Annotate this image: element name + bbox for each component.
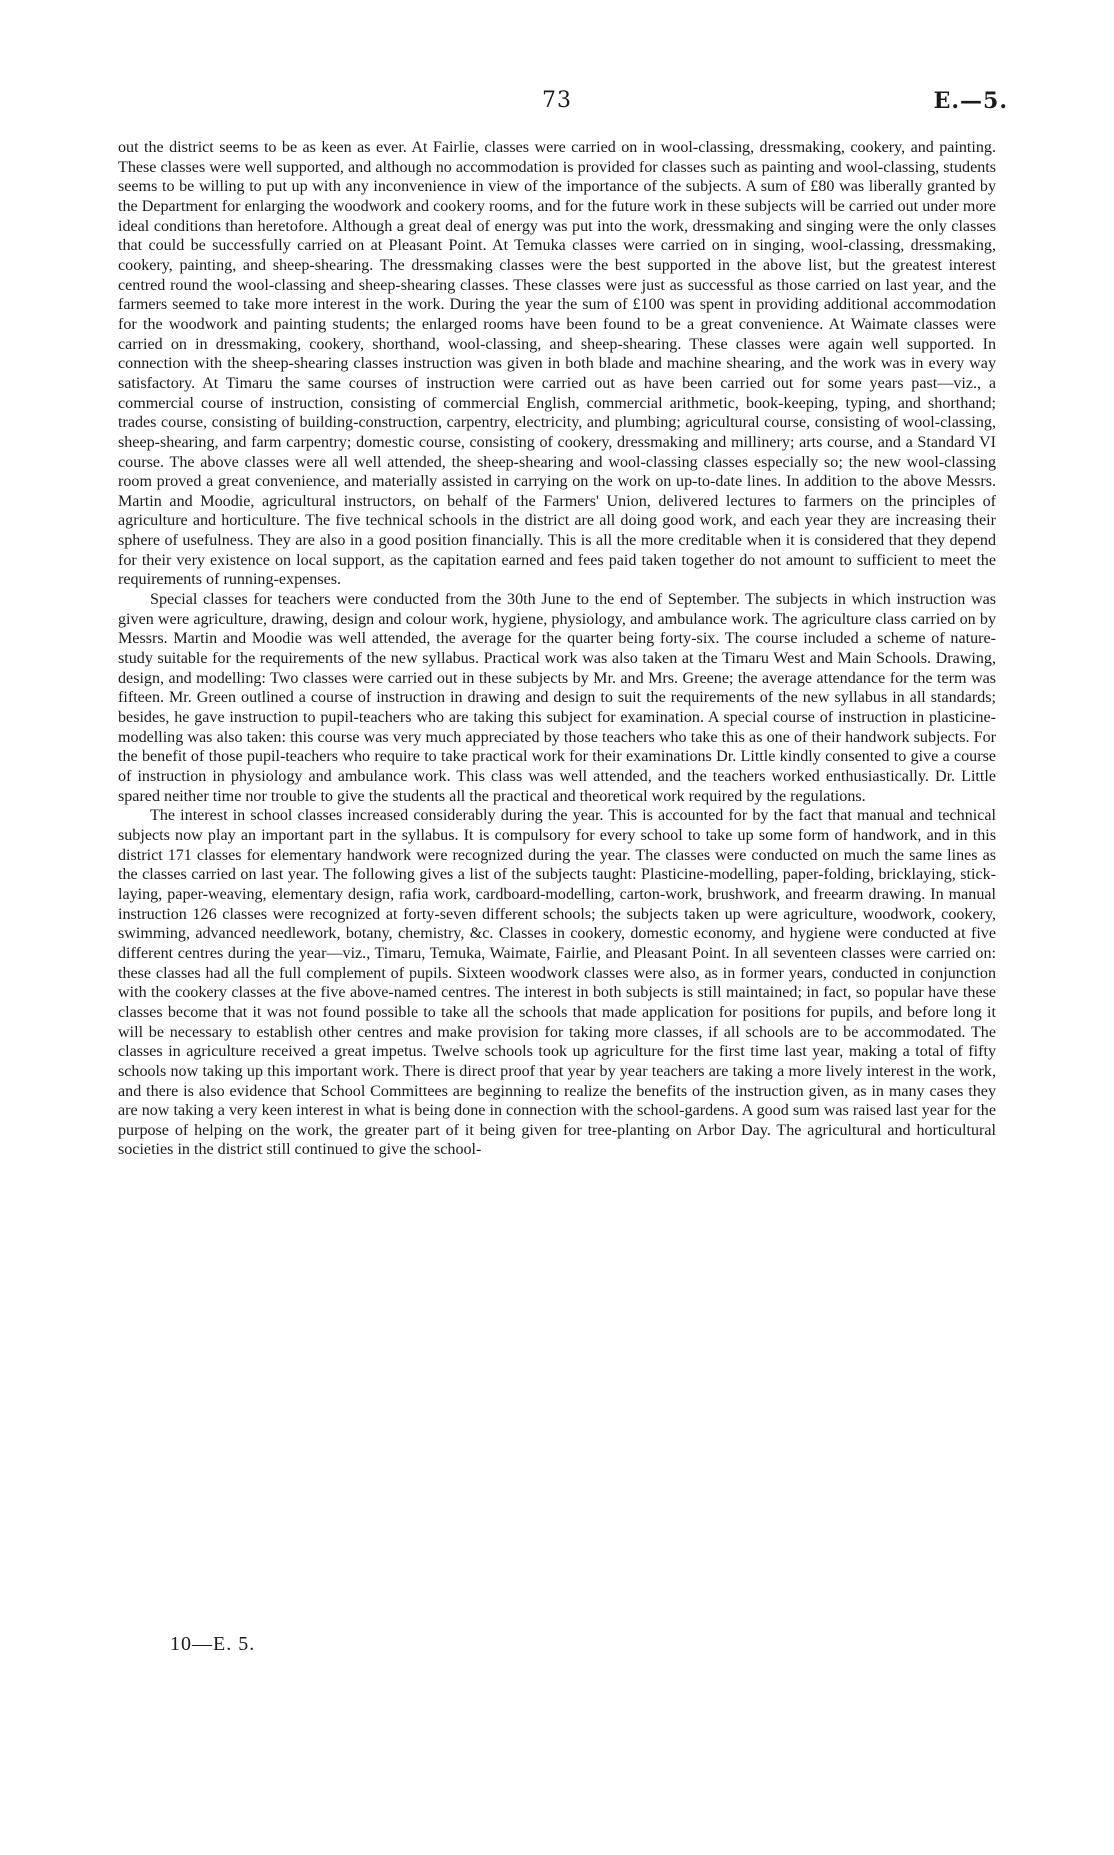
document-code: E.—5.: [933, 88, 1008, 114]
page-number: 73: [542, 88, 572, 113]
paragraph-school-classes: The interest in school classes increased considerably during the year. This is accounted for by the fact that manual and technical subjects now play an important part in the syllabus. It is compulsory for every school to take up some form of handwork, and in this district 171 classes for elementary handwork were recognized during the year. The classes were conducted on much the same lines as the classes carried on last year. The following gives a list of the subjects taught: Plasticine-modelling, paper-folding, bricklaying, stick-laying, paper-weaving, elementary design, rafia work, cardboard-modelling, carton-work, brushwork, and freearm drawing. In manual instruction 126 classes were recognized at forty-seven different schools; the subjects taken up were agriculture, woodwork, cookery, swimming, advanced needlework, botany, chemistry, &c. Classes in cookery, domestic economy, and hygiene were conducted at five different centres during the year—viz., Timaru, Temuka, Waimate, Fairlie, and Pleasant Point. In all seventeen classes were carried on: these classes had all the full complement of pupils. Sixteen woodwork classes were also, as in former years, conducted in conjunction with the cookery classes at the five above-named centres. The interest in both subjects is still maintained; in fact, so popular have these classes become that it was not found possible to take all the schools that made application for positions for pupils, and before long it will be necessary to establish other centres and make provision for taking more classes, if all schools are to be accommodated. The classes in agriculture received a great impetus. Twelve schools took up agriculture for the first time last year, making a total of fifty schools now taking up this important work. There is direct proof that year by year teachers are taking a more lively interest in the work, and there is also evidence that School Committees are beginning to realize the benefits of the instruction given, as in many cases they are now taking a very keen interest in what is being done in connection with the school-gardens. A good sum was raised last year for the purpose of helping on the work, the greater part of it being given for tree-planting on Arbor Day. The agricultural and horticultural societies in the district still continued to give the school-: [118, 807, 996, 1159]
footer-signature-code: 10—E. 5.: [170, 1633, 256, 1655]
body-text: [118, 138, 996, 1160]
paragraph-special-classes: Special classes for teachers were conducted from the 30th June to the end of September. The subjects in which instruction was given were agriculture, drawing, design and colour work, hygiene, physiology, and ambulance work. The agriculture class carried on by Messrs. Martin and Moodie was well attended, the average for the quarter being forty-six. The course included a scheme of nature-study suitable for the requirements of the new syllabus. Practical work was also taken at the Timaru West and Main Schools. Drawing, design, and modelling: Two classes were carried out in these subjects by Mr. and Mrs. Greene; the average attendance for the term was fifteen. Mr. Green outlined a course of instruction in drawing and design to suit the requirements of the new syllabus in all standards; besides, he gave instruction to pupil-teachers who are taking this subject for examination. A special course of instruction in plasticine-modelling was also taken: this course was very much appreciated by those teachers who take this as one of their handwork subjects. For the benefit of those pupil-teachers who require to take practical work for their examinations Dr. Little kindly consented to give a course of instruction in physiology and ambulance work. This class was well attended, and the teachers worked enthusiastically. Dr. Little spared neither time nor trouble to give the students all the practical and theoretical work required by the regulations.: [118, 591, 996, 805]
paragraph-continuation: out the district seems to be as keen as ever. At Fairlie, classes were carried on in wool-classing, dressmaking, cookery, and painting. These classes were well supported, and although no accommodation is provided for classes such as painting and wool-classing, students seems to be willing to put up with any inconvenience in view of the importance of the subjects. A sum of £80 was liberally granted by the Department for enlarging the woodwork and cookery rooms, and for the future work in these subjects will be carried out under more ideal conditions than heretofore. Although a great deal of energy was put into the work, dressmaking and singing were the only classes that could be successfully carried on at Pleasant Point. At Temuka classes were carried on in singing, wool-classing, dressmaking, cookery, painting, and sheep-shearing. The dressmaking classes were the best supported in the above list, but the greatest interest centred round the wool-classing and sheep-shearing classes. These classes were just as successful as those carried on last year, and the farmers seemed to take more interest in the work. During the year the sum of £100 was spent in providing additional accommodation for the woodwork and painting students; the enlarged rooms have been found to be a great convenience. At Waimate classes were carried on in dressmaking, cookery, shorthand, wool-classing, and sheep-shearing. These classes were again well supported. In connection with the sheep-shearing classes instruction was given in both blade and machine shearing, and the work was in every way satisfactory. At Timaru the same courses of instruction were carried out as have been carried out for some years past—viz., a commercial course of instruction, consisting of commercial English, commercial arithmetic, book-keeping, typing, and shorthand; trades course, consisting of building-construction, carpentry, electricity, and plumbing; agricultural course, consisting of wool-classing, sheep-shearing, and farm carpentry; domestic course, consisting of cookery, dressmaking and millinery; arts course, and a Standard VI course. The above classes were all well attended, the sheep-shearing and wool-classing classes especially so; the new wool-classing room proved a great convenience, and materially assisted in carrying on the work on up-to-date lines. In addition to the above Messrs. Martin and Moodie, agricultural instructors, on behalf of the Farmers' Union, delivered lectures to farmers on the principles of agriculture and horticulture. The five technical schools in the district are all doing good work, and each year they are increasing their sphere of usefulness. They are also in a good position financially. This is all the more creditable when it is considered that they depend for their very existence on local support, as the capitation earned and fees paid taken together do not amount to sufficient to meet the requirements of running-expenses.: [118, 139, 996, 589]
